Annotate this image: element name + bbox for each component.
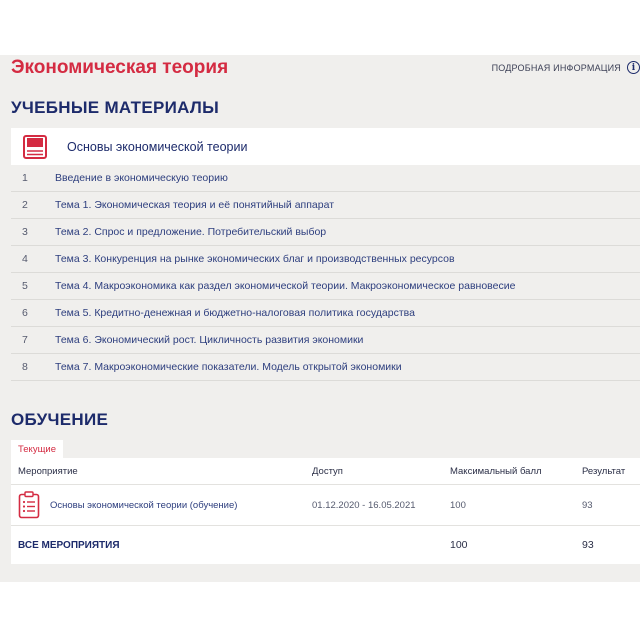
events-table (11, 458, 640, 564)
materials-heading: УЧЕБНЫЕ МАТЕРИАЛЫ (11, 98, 220, 117)
course-page (0, 55, 640, 582)
topic-row (11, 246, 640, 273)
topic-row (11, 165, 640, 192)
totals-label: ВСЕ МЕРОПРИЯТИЯ (18, 539, 120, 551)
details-link-label: ПОДРОБНАЯ ИНФОРМАЦИЯ (491, 62, 621, 73)
topic-link[interactable]: Тема 1. Экономическая теория и её понятийный аппарат (55, 199, 335, 211)
access-period: 01.12.2020 - 16.05.2021 (312, 499, 416, 511)
column-header-access: Доступ (312, 465, 343, 477)
column-header-event: Мероприятие (18, 465, 78, 477)
topic-number: 8 (22, 361, 28, 373)
topic-row (11, 300, 640, 327)
topic-number: 5 (22, 280, 28, 292)
table-row (11, 485, 640, 526)
result-score: 93 (582, 499, 593, 511)
topic-link[interactable]: Тема 7. Макроэкономические показатели. Модель открытой экономики (55, 361, 402, 373)
document-icon (18, 491, 40, 519)
topic-link[interactable]: Тема 5. Кредитно-денежная и бюджетно-налоговая политика государства (55, 307, 415, 319)
max-score: 100 (450, 499, 466, 511)
totals-max-score: 100 (450, 539, 468, 551)
topic-row (11, 219, 640, 246)
course-title: Экономическая теория (11, 57, 229, 78)
book-icon (22, 134, 48, 160)
totals-result: 93 (582, 539, 594, 551)
table-header (11, 458, 640, 485)
column-header-result: Результат (582, 465, 626, 477)
topic-link[interactable]: Тема 6. Экономический рост. Цикличность развития экономики (55, 334, 364, 346)
materials-card[interactable] (11, 128, 640, 165)
tab-current[interactable]: Текущие (11, 440, 63, 459)
topic-number: 7 (22, 334, 28, 346)
event-link[interactable]: Основы экономической теории (обучение) (50, 499, 238, 511)
training-heading: ОБУЧЕНИЕ (11, 410, 109, 429)
topic-number: 1 (22, 172, 28, 184)
topic-link[interactable]: Введение в экономическую теорию (55, 172, 228, 184)
topic-link[interactable]: Тема 2. Спрос и предложение. Потребительский выбор (55, 226, 327, 238)
topic-number: 6 (22, 307, 28, 319)
totals-row (11, 526, 640, 564)
topic-number: 2 (22, 199, 28, 211)
topic-number: 4 (22, 253, 28, 265)
topic-row (11, 354, 640, 381)
info-icon[interactable]: i (627, 61, 640, 74)
topic-list (11, 165, 640, 381)
materials-card-title: Основы экономической теории (67, 139, 248, 154)
topic-row (11, 192, 640, 219)
topic-row (11, 273, 640, 300)
event-cell (11, 491, 312, 519)
topic-number: 3 (22, 226, 28, 238)
topic-link[interactable]: Тема 4. Макроэкономика как раздел экономической теории. Макроэкономическое равновесие (55, 280, 516, 292)
topic-row (11, 327, 640, 354)
column-header-max-score: Максимальный балл (450, 465, 542, 477)
topic-link[interactable]: Тема 3. Конкуренция на рынке экономических благ и производственных ресурсов (55, 253, 455, 265)
details-link[interactable] (492, 61, 640, 74)
